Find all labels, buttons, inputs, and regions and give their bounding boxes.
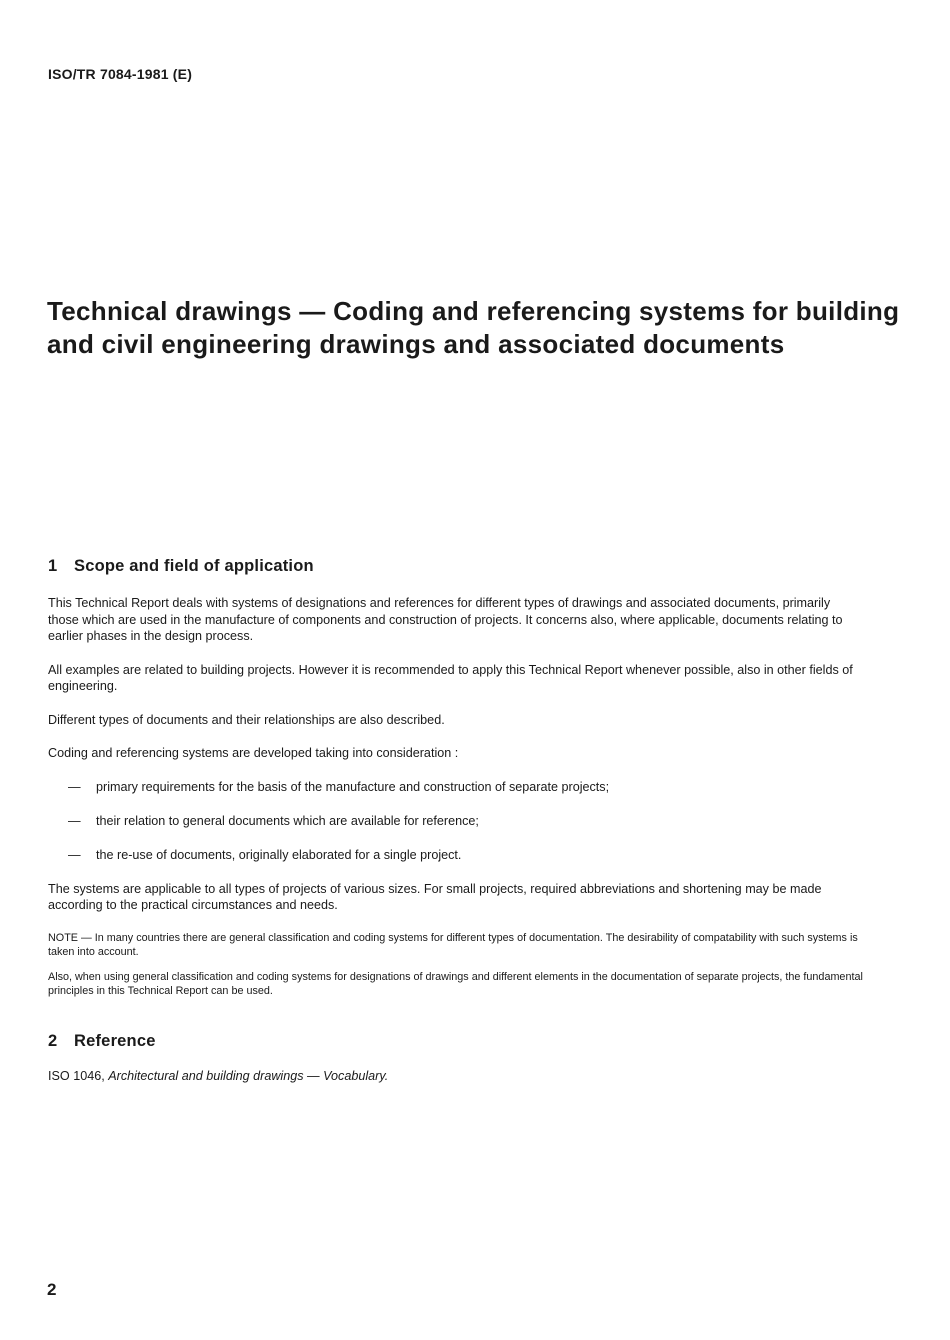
document-types-paragraph: Different types of documents and their relationships are also described. xyxy=(48,712,445,727)
reference-title: Architectural and building drawings — Vocabulary. xyxy=(108,1069,389,1083)
section-2-body xyxy=(48,1068,863,1102)
list-item xyxy=(48,779,863,796)
section-2-number: 2 xyxy=(48,1032,58,1050)
list-item xyxy=(48,847,863,864)
list-item-text: their relation to general documents which are available for reference; xyxy=(96,813,479,828)
section-1-heading xyxy=(48,557,314,576)
section-1-number: 1 xyxy=(48,557,58,575)
list-item xyxy=(48,813,863,830)
consideration-list xyxy=(48,779,863,864)
list-item-text: the re-use of documents, originally elaborated for a single project. xyxy=(96,847,462,862)
list-item-text: primary requirements for the basis of the manufacture and construction of separate projects; xyxy=(96,779,610,794)
page-number: 2 xyxy=(47,1280,57,1299)
section-2-title: Reference xyxy=(74,1032,156,1050)
reference-number: ISO 1046, xyxy=(48,1069,105,1083)
reference-entry xyxy=(48,1068,863,1085)
document-identifier: ISO/TR 7084-1981 (E) xyxy=(48,66,193,82)
consideration-intro: Coding and referencing systems are developed taking into consideration : xyxy=(48,746,459,760)
dash-bullet: — xyxy=(68,813,81,828)
scope-paragraph: This Technical Report deals with systems of designations and references for different types of drawings and associated documents, primarily those which are used in the manufacture of components and construction of projects. It concerns also, where applicable, documents relating to earlier phases in the design process. xyxy=(48,596,843,643)
note-block xyxy=(48,931,863,999)
dash-bullet: — xyxy=(68,847,81,862)
document-title: Technical drawings — Coding and referencing systems for building and civil engineering drawings and associated documents xyxy=(47,296,900,359)
examples-paragraph: All examples are related to building projects. However it is recommended to apply this Technical Report whenever possible, also in other fields of engineering. xyxy=(48,662,853,693)
section-2-heading xyxy=(48,1032,156,1051)
note-continuation: Also, when using general classification and coding systems for designations of drawings and different elements in the documentation of separate projects, the fundamental principles in this Technical Report can be used. xyxy=(48,970,863,997)
section-1-body xyxy=(48,595,863,1009)
dash-bullet: — xyxy=(68,779,81,794)
section-1-title: Scope and field of application xyxy=(74,557,314,575)
note-paragraph: NOTE — In many countries there are general classification and coding systems for different types of documentation. The desirability of compatability with such systems is taken into account. xyxy=(48,931,858,958)
applicability-paragraph: The systems are applicable to all types of projects of various sizes. For small projects, required abbreviations and shortening may be made according to the practical circumstances and needs. xyxy=(48,881,822,912)
